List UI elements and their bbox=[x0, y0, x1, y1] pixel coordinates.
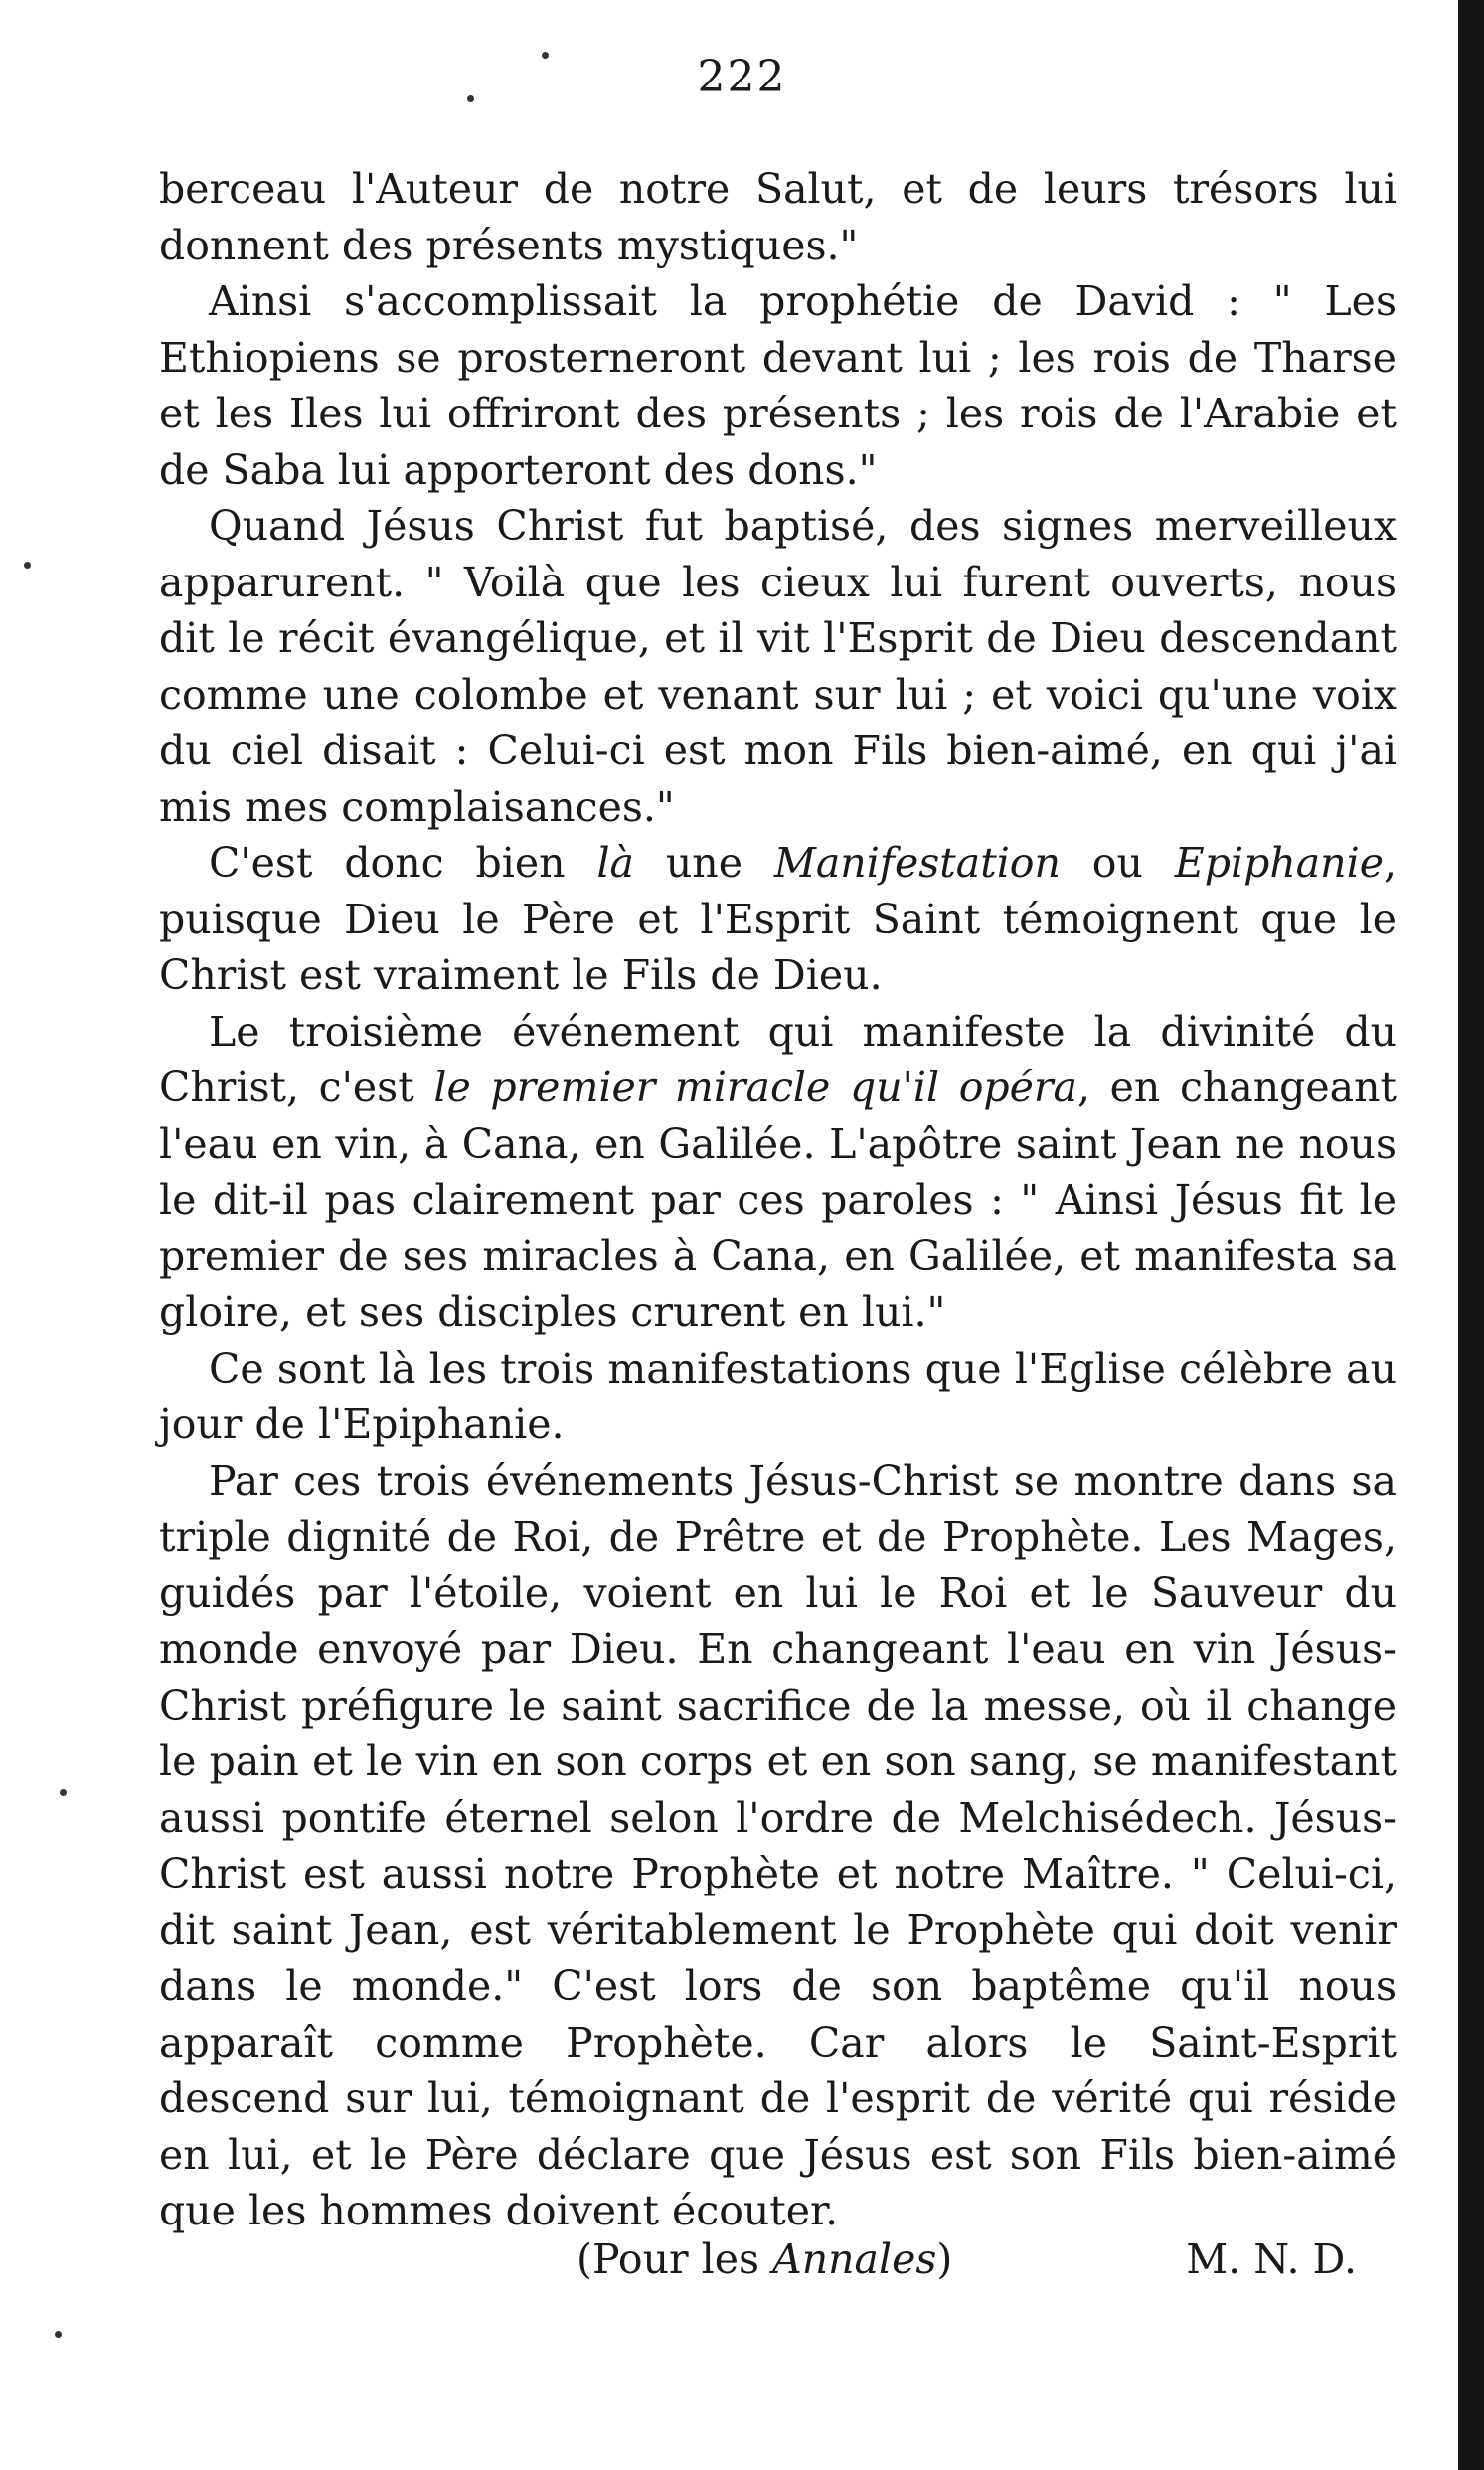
emphasis: Manifestation bbox=[773, 839, 1061, 887]
emphasis: là bbox=[596, 839, 634, 887]
text-run: , en changeant l'eau en vin, à Cana, en Galilée. L'apôtre saint Jean ne nous le dit-il pas clairement par ces paroles : " Ainsi Jésus fit le premier de ses miracles à Cana, en Galilée, et manifesta sa gloire, et ses disciples crurent en lui." bbox=[159, 1064, 1397, 1336]
text-run: C'est donc bien bbox=[209, 839, 597, 887]
paragraph bbox=[159, 1004, 1397, 1341]
text-run: , puisque Dieu le Père et l'Esprit Saint témoignent que le Christ est vraiment le Fils de Dieu. bbox=[159, 839, 1398, 999]
text-run: Le troisième événement qui manifeste la divinité du Christ, c'est bbox=[159, 1007, 1397, 1111]
text-run: ou bbox=[1060, 839, 1175, 887]
signature-line bbox=[159, 2231, 1397, 2287]
paragraph: Quand Jésus Christ fut baptisé, des signes merveilleux apparurent. " Voilà que les cieux lui furent ouverts, nous dit le récit évangélique, et il vit l'Esprit de Dieu descendant comme une colombe et venant sur lui ; et voici qu'une voix du ciel disait : Celui-ci est mon Fils bien-aimé, en qui j'ai mis mes complaisances." bbox=[159, 502, 1397, 831]
paragraph: Par ces trois événements Jésus-Christ se montre dans sa triple dignité de Roi, de Prêtre et de Prophète. Les Mages, guidés par l'étoile, voient en lui le Roi et le Sauveur du monde envoyé par Dieu. En changeant l'eau en vin Jésus-Christ préfigure le saint sacrifice de la messe, où il change le pain et le vin en son corps et en son sang, se manifestant aussi pontife éternel selon l'ordre de Melchisédech. Jésus-Christ est aussi notre Prophète et notre Maître. " Celui-ci, dit saint Jean, est véritablement le Prophète qui doit venir dans le monde." C'est lors de son baptême qu'il nous apparaît comme Prophète. Car alors le Saint-Esprit descend sur lui, témoignant de l'esprit de vérité qui réside en lui, et le Père déclare que Jésus est son Fils bien-aimé que les hommes doivent écouter. bbox=[159, 1456, 1397, 2234]
body-text bbox=[159, 161, 1397, 2239]
emphasis: Epiphanie bbox=[1174, 839, 1384, 887]
paragraph: Ainsi s'accomplissait la prophétie de David : " Les Ethiopiens se prosterneront devant lui ; les rois de Tharse et les Iles lui offriront des présents ; les rois de l'Arabie et de Saba lui apporteront des dons." bbox=[159, 277, 1397, 494]
author-initials: M. N. D. bbox=[1186, 2235, 1357, 2283]
source-open: (Pour les bbox=[577, 2235, 773, 2283]
text-run: une bbox=[634, 839, 774, 887]
ink-speck bbox=[24, 562, 31, 569]
ink-speck bbox=[60, 1789, 67, 1796]
source-attribution bbox=[577, 2231, 952, 2287]
paragraph bbox=[159, 835, 1397, 1004]
paragraph: berceau l'Auteur de notre Salut, et de leurs trésors lui donnent des présents mystiques." bbox=[159, 165, 1397, 269]
source-title: Annales bbox=[772, 2235, 937, 2283]
page-edge-shadow bbox=[1458, 0, 1484, 2470]
ink-speck bbox=[55, 2331, 62, 2338]
paragraph: Ce sont là les trois manifestations que l'Eglise célèbre au jour de l'Epiphanie. bbox=[159, 1344, 1397, 1448]
source-close: ) bbox=[936, 2235, 953, 2283]
emphasis: le premier miracle qu'il opéra bbox=[433, 1064, 1077, 1111]
page-number: 222 bbox=[697, 52, 787, 102]
